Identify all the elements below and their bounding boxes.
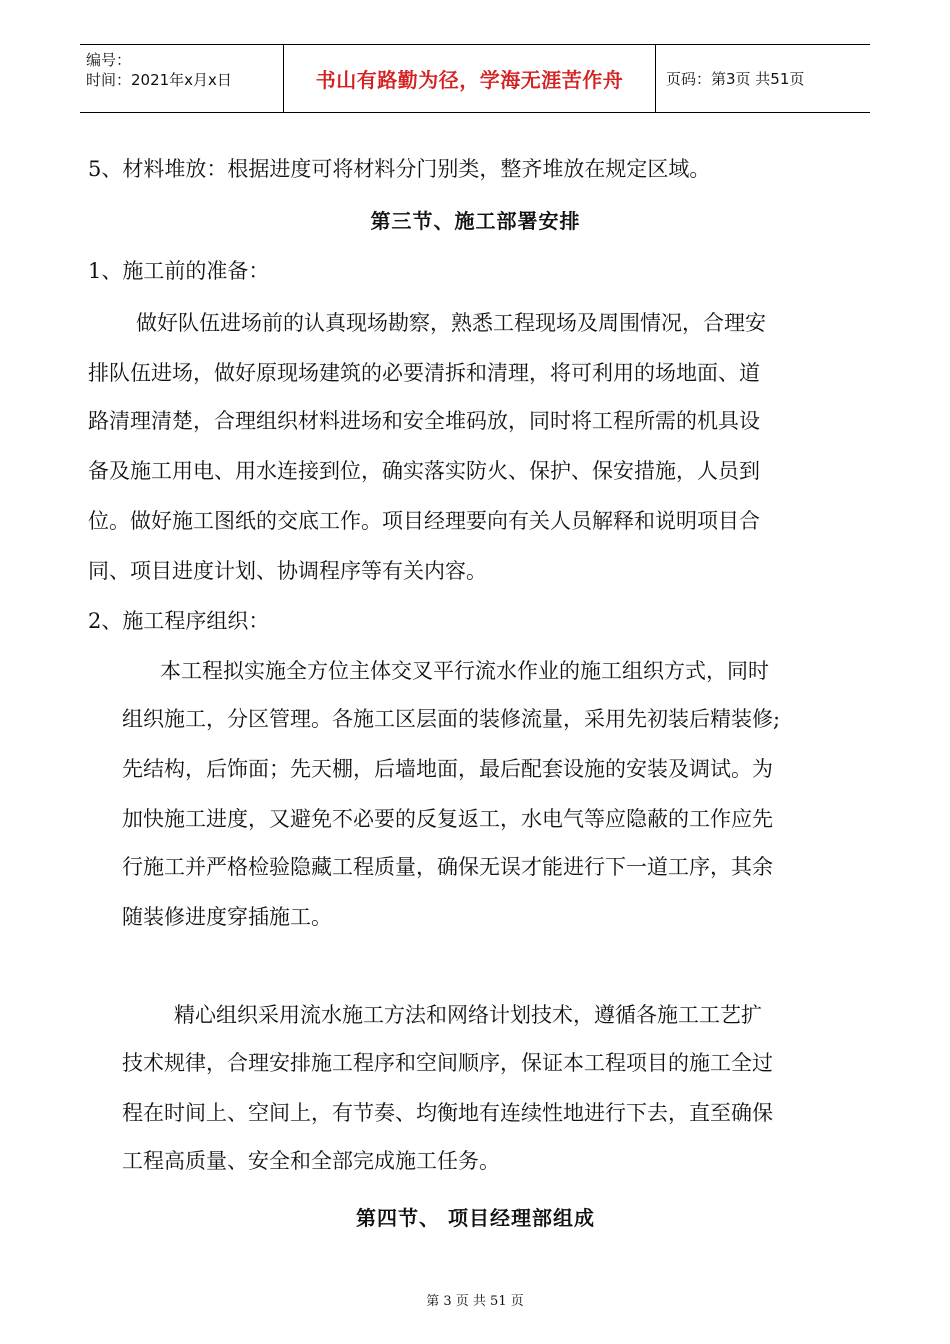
- paragraph-line: 精心组织采用流水施工方法和网络计划技术，遵循各施工工艺扩: [174, 1003, 762, 1027]
- header-number-label: 编号：: [86, 51, 132, 69]
- section-4-title: 第四节、 项目经理部组成: [356, 1206, 595, 1230]
- header-motto: 书山有路勤为径，学海无涯苦作舟: [284, 45, 656, 112]
- paragraph-line: 加快施工进度，又避免不必要的反复返工，水电气等应隐蔽的工作应先: [122, 807, 773, 831]
- item-1-title: 1、施工前的准备：: [88, 259, 270, 283]
- paragraph-line: 位。做好施工图纸的交底工作。项目经理要向有关人员解释和说明项目合: [88, 509, 760, 533]
- paragraph-line: 行施工并严格检验隐藏工程质量，确保无误才能进行下一道工序，其余: [122, 855, 773, 879]
- section-3-title: 第三节、施工部署安排: [370, 209, 581, 233]
- paragraph-line: 同、项目进度计划、协调程序等有关内容。: [88, 559, 487, 583]
- item-5-text: 5、材料堆放：根据进度可将材料分门别类，整齐堆放在规定区域。: [88, 157, 711, 181]
- paragraph-line: 备及施工用电、用水连接到位，确实落实防火、保护、保安措施，人员到: [88, 459, 760, 483]
- header-meta: [80, 45, 284, 112]
- paragraph-line: 本工程拟实施全方位主体交叉平行流水作业的施工组织方式，同时: [160, 659, 769, 683]
- paragraph-line: 排队伍进场，做好原现场建筑的必要清拆和清理，将可利用的场地面、道: [88, 361, 760, 385]
- header-time-label: 时间：2021年x月x日: [86, 71, 232, 89]
- paragraph-line: 随装修进度穿插施工。: [122, 905, 332, 929]
- paragraph-line: 技术规律，合理安排施工程序和空间顺序，保证本工程项目的施工全过: [122, 1051, 773, 1075]
- paragraph-line: 先结构，后饰面；先天棚，后墙地面，最后配套设施的安装及调试。为: [122, 757, 773, 781]
- paragraph-line: 做好队伍进场前的认真现场勘察，熟悉工程现场及周围情况，合理安: [136, 311, 766, 335]
- header-page-info: 页码：第3页 共51页: [666, 70, 805, 88]
- item-2-title: 2、施工程序组织：: [88, 609, 270, 633]
- paragraph-line: 组织施工，分区管理。各施工区层面的装修流量，采用先初装后精装修;: [122, 707, 781, 731]
- paragraph-line: 工程高质量、安全和全部完成施工任务。: [122, 1149, 500, 1173]
- paragraph-line: 路清理清楚，合理组织材料进场和安全堆码放，同时将工程所需的机具设: [88, 409, 760, 433]
- document-header: [80, 44, 870, 113]
- page-footer: 第 3 页 共 51 页: [426, 1294, 524, 1309]
- paragraph-line: 程在时间上、空间上，有节奏、均衡地有连续性地进行下去，直至确保: [122, 1101, 773, 1125]
